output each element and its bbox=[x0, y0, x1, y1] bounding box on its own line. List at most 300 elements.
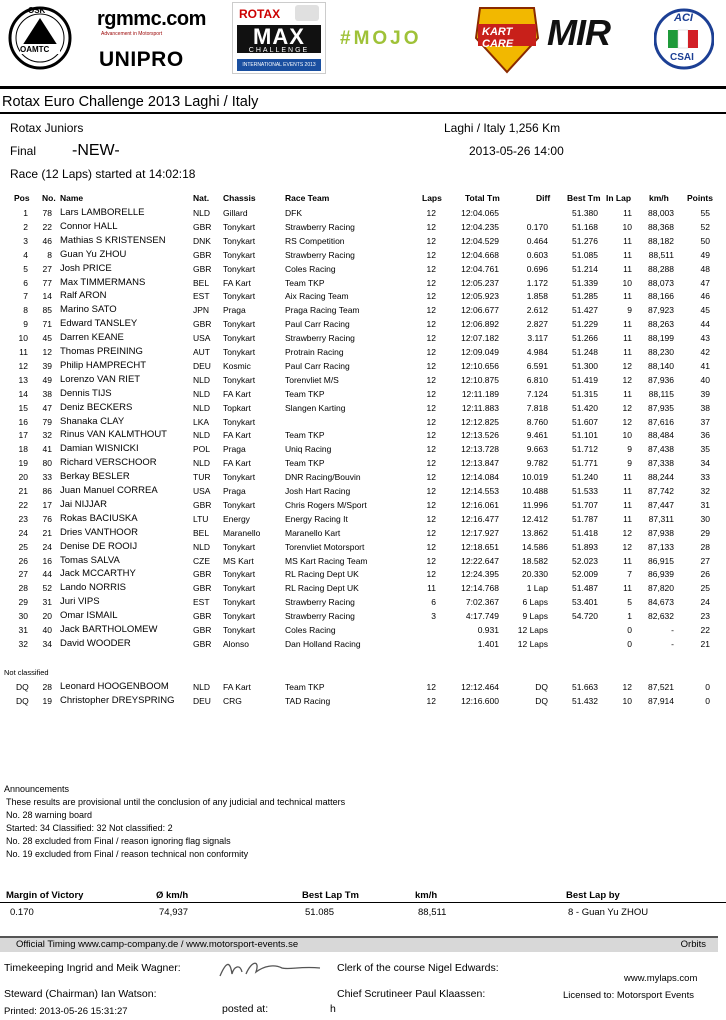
cell-diff: 2.827 bbox=[526, 319, 548, 330]
cell-nat: POL bbox=[193, 444, 211, 455]
cell-points: 29 bbox=[700, 527, 710, 538]
result-row bbox=[0, 542, 726, 556]
cell-pos: 14 bbox=[18, 388, 28, 399]
rgmmc-text: rgmmc.com bbox=[97, 8, 206, 30]
cell-points: 24 bbox=[700, 597, 710, 608]
cell-total: 12:11.189 bbox=[461, 388, 499, 399]
cell-kmh: 88,003 bbox=[648, 208, 674, 218]
result-row bbox=[0, 319, 726, 333]
cell-inlap: 12 bbox=[622, 682, 632, 692]
cell-best: 51.533 bbox=[572, 486, 598, 496]
cell-nat: GBR bbox=[193, 583, 212, 594]
cell-inlap: 12 bbox=[622, 416, 632, 427]
cell-laps: 12 bbox=[426, 696, 436, 706]
cell-team: Praga Racing Team bbox=[285, 305, 360, 316]
cell-laps: 6 bbox=[431, 597, 436, 608]
cell-best: 51.893 bbox=[572, 541, 598, 552]
international-events-text: INTERNATIONAL EVENTS 2013 bbox=[237, 59, 321, 71]
cell-kmh: 88,166 bbox=[648, 291, 674, 302]
cell-nat: EST bbox=[193, 291, 210, 302]
cell-best: 51.248 bbox=[572, 347, 598, 357]
cell-inlap: 11 bbox=[623, 513, 632, 524]
cell-total: 12:04.235 bbox=[461, 221, 499, 232]
cell-total: 12:04.065 bbox=[461, 208, 499, 218]
cell-points: 35 bbox=[700, 444, 710, 455]
cell-name: Deniz BECKERS bbox=[60, 401, 133, 413]
cell-total: 12:06.892 bbox=[461, 319, 499, 330]
osk-text: OSK bbox=[28, 6, 46, 15]
best-lap-by-header: Best Lap by bbox=[566, 890, 620, 901]
cell-total: 12:16.061 bbox=[461, 499, 499, 510]
cell-no: 12 bbox=[42, 347, 52, 357]
col-diff: Diff bbox=[536, 193, 551, 203]
cell-team: Strawberry Racing bbox=[285, 597, 355, 608]
cell-no: 24 bbox=[42, 541, 52, 552]
cell-chassis: Gillard bbox=[223, 208, 248, 218]
cell-chassis: FA Kart bbox=[223, 458, 251, 469]
cell-nat: AUT bbox=[193, 347, 210, 357]
cell-chassis: Tonykart bbox=[223, 416, 256, 427]
cell-kmh: - bbox=[671, 625, 674, 635]
cell-laps: 12 bbox=[426, 277, 436, 288]
cell-diff: 6.810 bbox=[526, 374, 548, 385]
cell-inlap: 0 bbox=[627, 638, 632, 649]
cell-points: 23 bbox=[700, 611, 710, 622]
printed-timestamp: Printed: 2013-05-26 15:31:27 bbox=[4, 1006, 128, 1017]
cell-pos: 11 bbox=[19, 347, 28, 357]
cell-best: 51.380 bbox=[572, 208, 598, 218]
cell-laps: 11 bbox=[427, 583, 436, 594]
cell-pos: 9 bbox=[23, 319, 28, 330]
result-row bbox=[0, 639, 726, 653]
cell-laps: 12 bbox=[426, 569, 436, 580]
cell-name: Jack BARTHOLOMEW bbox=[60, 624, 158, 635]
cell-diff: 9.663 bbox=[526, 444, 548, 455]
cell-name: Philip HAMPRECHT bbox=[60, 359, 147, 371]
announcement-line: No. 28 warning board bbox=[6, 810, 93, 820]
result-row bbox=[0, 569, 726, 583]
cell-chassis: Tonykart bbox=[223, 597, 256, 608]
cell-inlap: 11 bbox=[623, 291, 632, 302]
col-name: Name bbox=[60, 193, 84, 203]
cell-chassis: CRG bbox=[223, 696, 242, 706]
cell-pos: DQ bbox=[16, 696, 29, 706]
cell-nat: NLD bbox=[193, 430, 211, 441]
cell-pos: 15 bbox=[18, 402, 28, 413]
cell-name: Thomas PREINING bbox=[60, 346, 143, 357]
cell-points: 30 bbox=[700, 513, 710, 524]
cell-name: Christopher DREYSPRING bbox=[60, 695, 175, 706]
result-row bbox=[0, 403, 726, 417]
cell-name: Guan Yu ZHOU bbox=[60, 248, 127, 260]
cell-points: 41 bbox=[700, 360, 710, 371]
result-row bbox=[0, 444, 726, 458]
cell-diff: 11.996 bbox=[522, 499, 548, 510]
cell-total: 12:09.049 bbox=[461, 347, 499, 357]
announcement-line: Started: 34 Classified: 32 Not classified: 2 bbox=[6, 823, 173, 833]
cell-pos: 29 bbox=[18, 597, 28, 608]
top-divider bbox=[0, 86, 726, 89]
cell-name: Shanaka CLAY bbox=[60, 415, 125, 427]
cell-points: 48 bbox=[700, 263, 710, 274]
cell-no: 40 bbox=[42, 625, 52, 635]
cell-best: 51.663 bbox=[572, 682, 598, 692]
cell-total: 12:12.825 bbox=[461, 416, 499, 427]
margin-header: Margin of Victory bbox=[6, 890, 84, 901]
result-row bbox=[0, 556, 726, 570]
cell-name: Lorenzo VAN RIET bbox=[60, 373, 141, 385]
cell-name: Juri VIPS bbox=[60, 596, 100, 608]
cell-nat: DEU bbox=[193, 360, 211, 371]
cell-no: 31 bbox=[42, 597, 52, 608]
result-row bbox=[0, 528, 726, 542]
cell-best: 53.401 bbox=[572, 597, 598, 608]
announcement-line: No. 19 excluded from Final / reason technical non conformity bbox=[6, 849, 249, 859]
cell-nat: DNK bbox=[193, 235, 211, 246]
cell-no: 14 bbox=[42, 291, 52, 302]
result-row bbox=[0, 222, 726, 236]
event-title: Rotax Euro Challenge 2013 Laghi / Italy bbox=[2, 94, 259, 110]
cell-total: 12:13.728 bbox=[461, 444, 499, 455]
cell-team: Torenvliet Motorsport bbox=[285, 541, 365, 552]
cell-points: 28 bbox=[700, 541, 710, 552]
cell-laps: 12 bbox=[426, 249, 436, 260]
best-lap-header: Best Lap Tm bbox=[302, 890, 360, 901]
cell-total: 12:17.927 bbox=[461, 527, 499, 538]
cell-name: Rokas BACIUSKA bbox=[60, 512, 138, 524]
cell-chassis: Tonykart bbox=[223, 235, 256, 246]
cell-total: 12:11.883 bbox=[461, 402, 499, 413]
cell-name: David WOODER bbox=[60, 637, 131, 649]
cell-no: 71 bbox=[42, 319, 52, 330]
cell-laps: 12 bbox=[426, 402, 436, 413]
cell-inlap: 12 bbox=[622, 402, 632, 413]
cell-chassis: Tonykart bbox=[223, 374, 256, 385]
cell-chassis: Praga bbox=[223, 486, 246, 496]
cell-no: 47 bbox=[42, 402, 52, 413]
race-info: Race (12 Laps) started at 14:02:18 bbox=[10, 167, 196, 181]
cell-nat: NLD bbox=[193, 402, 211, 413]
cell-total: 12:16.477 bbox=[461, 513, 499, 524]
cell-name: Josh PRICE bbox=[60, 262, 112, 274]
cell-pos: 4 bbox=[23, 249, 28, 260]
cell-diff: 1.172 bbox=[526, 277, 548, 288]
cell-points: 37 bbox=[700, 416, 710, 427]
cell-points: 21 bbox=[700, 638, 710, 649]
cell-chassis: Maranello bbox=[223, 527, 261, 538]
cell-name: Denise DE ROOIJ bbox=[60, 540, 138, 552]
cell-chassis: Tonykart bbox=[223, 611, 256, 622]
cell-pos: 16 bbox=[18, 416, 28, 427]
cell-points: 50 bbox=[700, 235, 710, 246]
mir-logo bbox=[547, 12, 647, 62]
col-team: Race Team bbox=[285, 193, 330, 203]
cell-laps: 12 bbox=[426, 499, 436, 510]
cell-pos: 17 bbox=[18, 430, 28, 441]
result-row bbox=[0, 305, 726, 319]
cell-kmh: 84,673 bbox=[648, 597, 674, 608]
result-row bbox=[0, 250, 726, 264]
cell-team: DFK bbox=[285, 208, 302, 218]
result-row bbox=[0, 458, 726, 472]
cell-pos: 2 bbox=[23, 221, 28, 232]
result-row bbox=[0, 236, 726, 250]
cell-no: 19 bbox=[42, 696, 52, 706]
cell-laps: 12 bbox=[426, 444, 436, 455]
cell-pos: 26 bbox=[18, 555, 28, 566]
kmh-value: 88,511 bbox=[418, 907, 447, 918]
cell-inlap: 11 bbox=[623, 333, 632, 344]
cell-points: 31 bbox=[700, 499, 710, 510]
cell-best: 51.418 bbox=[572, 527, 598, 538]
cell-kmh: 88,511 bbox=[648, 249, 674, 260]
cell-team: Slangen Karting bbox=[285, 402, 346, 413]
cell-kmh: 88,263 bbox=[648, 319, 674, 330]
cell-pos: 3 bbox=[23, 235, 28, 246]
cell-no: 34 bbox=[42, 638, 52, 649]
cell-name: Max TIMMERMANS bbox=[60, 276, 146, 288]
cell-points: 25 bbox=[700, 583, 710, 594]
cell-kmh: 87,936 bbox=[648, 374, 674, 385]
cell-total: 12:10.875 bbox=[461, 374, 499, 385]
cell-team: Aix Racing Team bbox=[285, 291, 349, 302]
official-timing-bar bbox=[0, 936, 718, 952]
new-label: -NEW- bbox=[72, 142, 120, 159]
not-classified-row bbox=[0, 696, 726, 710]
avg-speed-header: Ø km/h bbox=[156, 890, 189, 901]
scrutineer-label: Chief Scrutineer Paul Klaassen: bbox=[337, 988, 486, 1000]
cell-inlap: 11 bbox=[623, 235, 632, 246]
cell-pos: 21 bbox=[18, 486, 28, 496]
cell-total: 12:14.084 bbox=[461, 472, 499, 483]
result-row bbox=[0, 625, 726, 639]
cell-diff: DQ bbox=[535, 682, 548, 692]
result-row bbox=[0, 611, 726, 625]
cell-chassis: Tonykart bbox=[223, 347, 256, 357]
cell-name: Damian WISNICKI bbox=[60, 443, 139, 455]
cell-kmh: 87,742 bbox=[648, 486, 674, 496]
cell-nat: NLD bbox=[193, 374, 211, 385]
cell-inlap: 11 bbox=[623, 486, 632, 496]
cell-laps: 12 bbox=[426, 305, 436, 316]
cell-total: 12:13.847 bbox=[461, 458, 499, 469]
cell-best: 51.420 bbox=[572, 402, 598, 413]
cell-chassis: Tonykart bbox=[223, 221, 256, 232]
cell-kmh: 87,447 bbox=[648, 499, 674, 510]
cell-inlap: 11 bbox=[623, 319, 632, 330]
cell-chassis: Tonykart bbox=[223, 249, 256, 260]
aci-csai-logo bbox=[654, 6, 714, 72]
cell-points: 47 bbox=[700, 277, 710, 288]
cell-nat: CZE bbox=[193, 555, 210, 566]
cell-diff: 2.612 bbox=[526, 305, 548, 316]
col-points: Points bbox=[687, 193, 713, 203]
cell-points: 33 bbox=[700, 472, 710, 483]
cell-total: 12:14.553 bbox=[461, 486, 499, 496]
cell-nat: NLD bbox=[193, 541, 211, 552]
cell-total: 12:06.677 bbox=[461, 305, 499, 316]
cell-laps: 12 bbox=[426, 263, 436, 274]
aci-text: ACI bbox=[674, 12, 693, 24]
cell-team: Strawberry Racing bbox=[285, 611, 355, 622]
cell-best: 51.787 bbox=[572, 513, 598, 524]
cell-kmh: 88,115 bbox=[648, 388, 674, 399]
session-name: Final bbox=[10, 144, 37, 158]
timekeeping-label: Timekeeping Ingrid and Meik Wagner: bbox=[4, 962, 181, 974]
cell-nat: GBR bbox=[193, 611, 212, 622]
cell-points: 49 bbox=[700, 249, 710, 260]
margin-divider bbox=[0, 902, 726, 903]
cell-inlap: 12 bbox=[622, 527, 632, 538]
cell-best: 51.432 bbox=[572, 696, 598, 706]
cell-team: Josh Hart Racing bbox=[285, 486, 351, 496]
posted-hour-label: h bbox=[330, 1003, 336, 1015]
cell-kmh: 88,199 bbox=[648, 333, 674, 344]
cell-team: Paul Carr Racing bbox=[285, 319, 350, 330]
cell-pos: 31 bbox=[18, 625, 28, 635]
cell-pos: 23 bbox=[18, 513, 28, 524]
cell-total: 12:16.600 bbox=[461, 696, 499, 706]
cell-nat: USA bbox=[193, 486, 211, 496]
session-datetime: 2013-05-26 14:00 bbox=[469, 144, 564, 158]
cell-name: Omar ISMAIL bbox=[60, 610, 118, 622]
result-row bbox=[0, 430, 726, 444]
cell-best: 51.101 bbox=[572, 430, 598, 441]
cell-diff: 0.464 bbox=[526, 235, 548, 246]
cell-team: Team TKP bbox=[285, 388, 325, 399]
cell-pos: 32 bbox=[18, 638, 28, 649]
best-lap-value: 51.085 bbox=[305, 907, 335, 918]
cell-best: 51.240 bbox=[572, 472, 598, 483]
cell-inlap: 11 bbox=[623, 555, 632, 566]
rotax-max-logo bbox=[232, 2, 326, 74]
result-row bbox=[0, 278, 726, 292]
cell-nat: GBR bbox=[193, 499, 212, 510]
cell-team: RL Racing Dept UK bbox=[285, 583, 359, 594]
cell-chassis: Tonykart bbox=[223, 291, 256, 302]
cell-pos: 13 bbox=[18, 374, 28, 385]
cell-nat: BEL bbox=[193, 277, 210, 288]
cell-nat: GBR bbox=[193, 263, 212, 274]
cell-total: 12:04.668 bbox=[461, 249, 499, 260]
cell-diff: 4.984 bbox=[526, 347, 548, 357]
not-classified-label: Not classified bbox=[4, 668, 49, 677]
cell-name: Lars LAMBORELLE bbox=[60, 207, 145, 218]
cell-best: 52.009 bbox=[572, 569, 598, 580]
cell-name: Dries VANTHOOR bbox=[60, 526, 138, 538]
cell-no: 45 bbox=[42, 333, 52, 344]
cell-best: 51.168 bbox=[572, 221, 598, 232]
cell-best: 51.300 bbox=[572, 360, 598, 371]
cell-best: 54.720 bbox=[572, 611, 598, 622]
cell-team: Coles Racing bbox=[285, 263, 336, 274]
cell-nat: LTU bbox=[193, 513, 209, 524]
cell-inlap: 11 bbox=[623, 472, 632, 483]
cell-laps: 12 bbox=[426, 527, 436, 538]
cell-diff: 1.858 bbox=[526, 291, 548, 302]
result-row bbox=[0, 208, 726, 222]
cell-total: 0.931 bbox=[477, 625, 499, 635]
cell-total: 12:22.647 bbox=[461, 555, 499, 566]
cell-kmh: 88,182 bbox=[648, 235, 674, 246]
cell-team: Chris Rogers M/Sport bbox=[285, 499, 367, 510]
cell-no: 8 bbox=[47, 249, 52, 260]
cell-kmh: 88,244 bbox=[648, 472, 674, 483]
title-divider bbox=[0, 112, 726, 114]
col-kmh: km/h bbox=[649, 193, 669, 203]
cell-nat: EST bbox=[193, 597, 210, 608]
cell-inlap: 9 bbox=[627, 305, 632, 316]
cell-points: 38 bbox=[700, 402, 710, 413]
cell-points: 22 bbox=[700, 625, 710, 635]
result-row bbox=[0, 417, 726, 431]
cell-diff: 7.818 bbox=[526, 402, 548, 413]
cell-name: Berkay BESLER bbox=[60, 471, 130, 483]
cell-diff: 6 Laps bbox=[522, 597, 548, 608]
cell-name: Jack MCCARTHY bbox=[60, 568, 136, 580]
cell-laps: 12 bbox=[426, 416, 436, 427]
cell-diff: 0.170 bbox=[526, 221, 548, 232]
cell-total: 12:05.923 bbox=[461, 291, 499, 302]
best-lap-by-value: 8 - Guan Yu ZHOU bbox=[568, 907, 649, 918]
cell-team: Team TKP bbox=[285, 682, 325, 692]
kmh-header: km/h bbox=[415, 890, 438, 901]
cell-best: 51.085 bbox=[572, 249, 598, 260]
cell-team: Paul Carr Racing bbox=[285, 360, 350, 371]
cell-chassis: Tonykart bbox=[223, 333, 256, 344]
cell-laps: 12 bbox=[426, 221, 436, 232]
cell-points: 43 bbox=[700, 333, 710, 344]
cell-name: Jai NIJJAR bbox=[60, 498, 107, 510]
col-pos: Pos bbox=[14, 193, 30, 203]
cell-best: 51.315 bbox=[572, 388, 598, 399]
cell-diff: 14.586 bbox=[522, 541, 548, 552]
cell-inlap: 11 bbox=[623, 208, 632, 218]
col-total: Total Tm bbox=[465, 193, 500, 203]
cell-no: 76 bbox=[42, 513, 52, 524]
cell-best: 51.266 bbox=[572, 333, 598, 344]
cell-pos: 20 bbox=[18, 472, 28, 483]
cell-total: 4:17.749 bbox=[465, 611, 499, 622]
cell-team: RL Racing Dept UK bbox=[285, 569, 359, 580]
cell-kmh: 88,484 bbox=[648, 430, 674, 441]
steward-label: Steward (Chairman) Ian Watson: bbox=[4, 988, 157, 1000]
avg-speed-value: 74,937 bbox=[159, 907, 189, 918]
cell-laps: 3 bbox=[431, 611, 436, 622]
cell-best: 52.023 bbox=[572, 555, 598, 566]
cell-total: 1.401 bbox=[477, 638, 499, 649]
cell-name: Marino SATO bbox=[60, 304, 117, 316]
cell-inlap: 12 bbox=[622, 541, 632, 552]
cell-no: 27 bbox=[42, 263, 52, 274]
cell-no: 39 bbox=[42, 360, 52, 371]
cell-kmh: 88,073 bbox=[648, 277, 674, 288]
cell-points: 52 bbox=[700, 221, 710, 232]
cell-team: TAD Racing bbox=[285, 696, 331, 706]
cell-kmh: 87,133 bbox=[648, 541, 674, 552]
cell-nat: USA bbox=[193, 333, 211, 344]
col-laps: Laps bbox=[422, 193, 442, 203]
not-classified-row bbox=[0, 682, 726, 696]
cell-nat: NLD bbox=[193, 682, 211, 692]
cell-laps: 12 bbox=[426, 541, 436, 552]
col-no: No. bbox=[42, 193, 56, 203]
cell-chassis: FA Kart bbox=[223, 682, 251, 692]
cell-pos: 27 bbox=[18, 569, 28, 580]
cell-laps: 12 bbox=[426, 208, 436, 218]
cell-laps: 12 bbox=[426, 388, 436, 399]
cell-name: Edward TANSLEY bbox=[60, 318, 138, 330]
